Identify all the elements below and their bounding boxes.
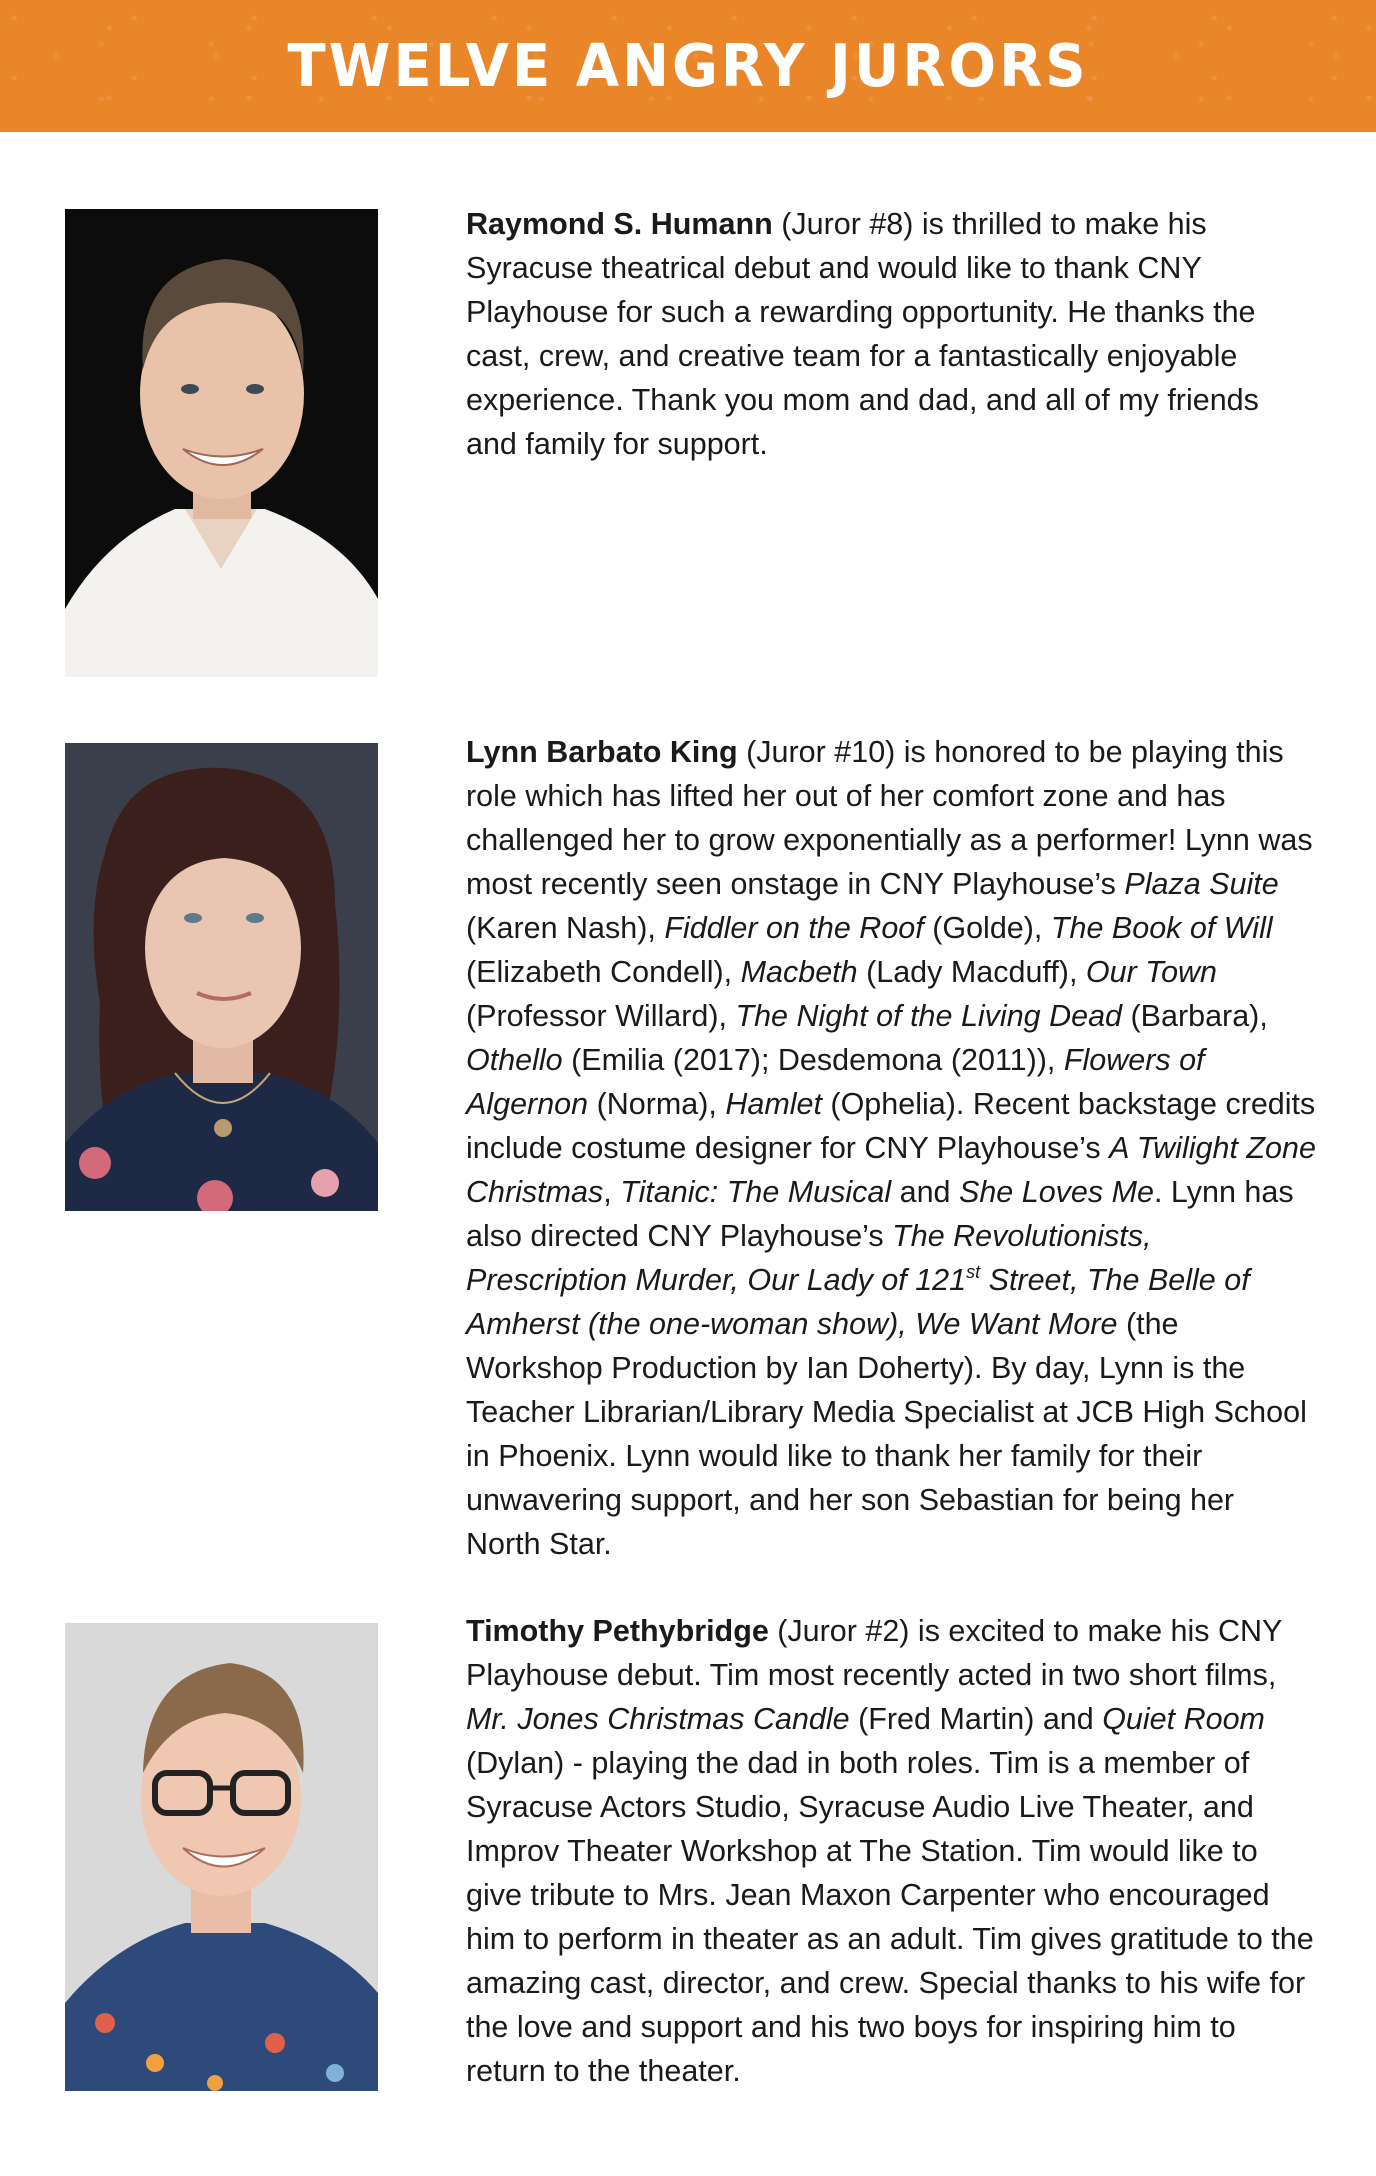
page-title: TWELVE ANGRY JURORS xyxy=(287,31,1089,101)
bio-text-timothy-pethybridge: Timothy Pethybridge (Juror #2) is excited to make his CNY Playhouse debut. Tim most recently acted in two short films, Mr. Jones Christmas Candle (Fred Martin) and Quiet Room (Dylan) - playing the dad in both roles. Tim is a member of Syracuse Actors Studio, Syracuse Audio Live Theater, and Improv Theater Workshop at The Station. Tim would like to give tribute to Mrs. Jean Maxon Carpenter who encouraged him to perform in theater as an adult. Tim gives gratitude to the amazing cast, director, and crew. Special thanks to his wife for the love and support and his two boys for inspiring him to return to the theater. xyxy=(466,1614,1314,2088)
juror-name: Lynn Barbato King xyxy=(466,735,738,769)
juror-name: Raymond S. Humann xyxy=(466,207,773,241)
title-banner xyxy=(0,0,1376,132)
headshot-lynn-barbato-king xyxy=(65,743,378,1211)
headshot-timothy-pethybridge xyxy=(65,1623,378,2091)
headshot-woman-floral-top-icon xyxy=(65,743,378,1211)
headshot-raymond-humann xyxy=(65,209,378,677)
bio-text-lynn-barbato-king: Lynn Barbato King (Juror #10) is honored to be playing this role which has lifted her out of her comfort zone and has challenged her to grow exponentially as a performer! Lynn was most recently seen onstage in CNY Playhouse’s Plaza Suite (Karen Nash), Fiddler on the Roof (Golde), The Book of Will (Elizabeth Condell), Macbeth (Lady Macduff), Our Town (Professor Willard), The Night of the Living Dead (Barbara), Othello (Emilia (2017); Desdemona (2011)), Flowers of Algernon (Norma), Hamlet (Ophelia). Recent backstage credits include costume designer for CNY Playhouse’s A Twilight Zone Christmas, Titanic: The Musical and She Loves Me. Lynn has also directed CNY Playhouse’s The Revolutionists, Prescription Murder, Our Lady of 121st Street, The Belle of Amherst (the one-woman show), We Want More (the Workshop Production by Ian Doherty). By day, Lynn is the Teacher Librarian/Library Media Specialist at JCB High School in Phoenix. Lynn would like to thank her family for their unwavering support, and her son Sebastian for being her North Star. xyxy=(466,735,1316,1561)
juror-name: Timothy Pethybridge xyxy=(466,1614,769,1648)
bio-text-raymond-humann xyxy=(466,202,1316,466)
bio-body: (Juror #8) is thrilled to make his Syracuse theatrical debut and would like to thank CNY Playhouse for such a rewarding opportunity. He thanks the cast, crew, and creative team for a fantastically enjoyable experience. Thank you mom and dad, and all of my friends and family for support. xyxy=(466,207,1259,461)
headshot-man-white-shirt-icon xyxy=(65,209,378,677)
headshot-man-glasses-print-shirt-icon xyxy=(65,1623,378,2091)
